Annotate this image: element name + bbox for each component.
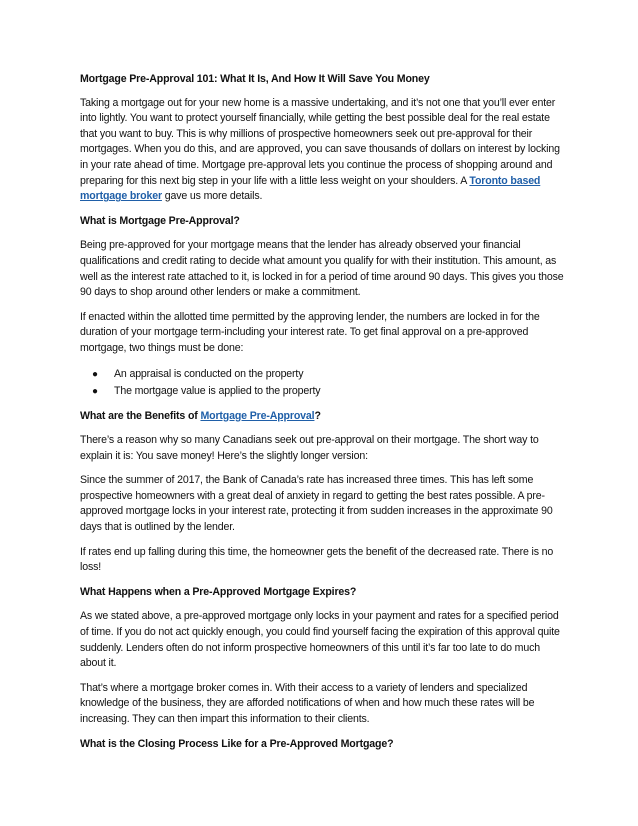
section2-paragraph-1: There’s a reason why so many Canadians seek out pre-approval on their mortgage. The short way to explain it is: You save money! Here’s the slightly longer version: — [80, 434, 539, 462]
section-heading-what-is-preapproval: What is Mortgage Pre-Approval? — [80, 214, 240, 227]
list-item-text: An appraisal is conducted on the property — [114, 367, 304, 380]
intro-text: Taking a mortgage out for your new home is a massive undertaking, and it’s not one that you’ll ever enter into lightly. You want to protect yourself financially, while getting the best possible deal for the real estate that you want to buy. This is why millions of prospective homeowners seek out pre-approval for their mortgages. When you do this, and are approved, you can save thousands of dollars on interest by locking in your rate ahead of time. Mortgage pre-approval lets you continue the process of shopping around and preparing for this next big step in your life with a little less weight on your shoulders. A — [80, 96, 560, 187]
section-heading-benefits — [80, 409, 566, 425]
list-item-text: The mortgage value is applied to the property — [114, 385, 321, 397]
section1-paragraph-1: Being pre-approved for your mortgage means that the lender has already observed your financial qualifications and credit rating to decide what amount you qualify for with their institution. This amount, as well as the interest rate attached to it, is locked in for a period of time around 90 days. This gives you those 90 days to shop around other lenders or make a commitment. — [80, 239, 564, 299]
document-page — [80, 72, 566, 761]
heading-text: What are the Benefits of — [80, 409, 201, 422]
intro-paragraph — [80, 96, 566, 205]
document-title: Mortgage Pre-Approval 101: What It Is, And How It Will Save You Money — [80, 73, 430, 85]
heading-text-end: ? — [314, 409, 321, 422]
bullet-icon: ● — [92, 386, 98, 397]
section-heading-closing-process: What is the Closing Process Like for a Pre-Approved Mortgage? — [80, 737, 394, 750]
section3-paragraph-2: That’s where a mortgage broker comes in. With their access to a variety of lenders and specialized knowledge of the business, they are afforded notifications of when and how much these rates will be increasing. They can then impart this information to their clients. — [80, 681, 535, 725]
section2-paragraph-2: Since the summer of 2017, the Bank of Canada’s rate has increased three times. This has left some prospective homeowners with a great deal of anxiety in regard to getting the best rates possible. A pre-approved mortgage locks in your interest rate, protecting it from sudden increases in the approximate 90 days that is outlined by the lender. — [80, 474, 553, 534]
intro-text-end: gave us more details. — [161, 190, 263, 203]
section3-paragraph-1: As we stated above, a pre-approved mortgage only locks in your payment and rates for a specified period of time. If you do not act quickly enough, you could find yourself facing the expiration of this approval quite suddenly. Lenders often do not inform prospective homeowners of this until it’s far too late to do much about it. — [80, 610, 560, 670]
section1-paragraph-2: If enacted within the allotted time permitted by the approving lender, the numbers are locked in for the duration of your mortgage term-including your interest rate. To get final approval on a pre-approved mortgage, two things must be done: — [80, 310, 540, 354]
bullet-icon: ● — [92, 368, 98, 380]
mortgage-preapproval-link[interactable]: Mortgage Pre-Approval — [200, 409, 315, 422]
list-item — [92, 366, 566, 384]
section2-paragraph-3: If rates end up falling during this time, the homeowner gets the benefit of the decreased rate. There is no loss! — [80, 545, 554, 574]
list-item — [92, 383, 566, 401]
section-heading-expires: What Happens when a Pre-Approved Mortgage Expires? — [80, 585, 357, 598]
toronto-mortgage-broker-link[interactable]: Toronto based mortgage broker — [80, 174, 541, 203]
requirements-list — [80, 366, 566, 401]
